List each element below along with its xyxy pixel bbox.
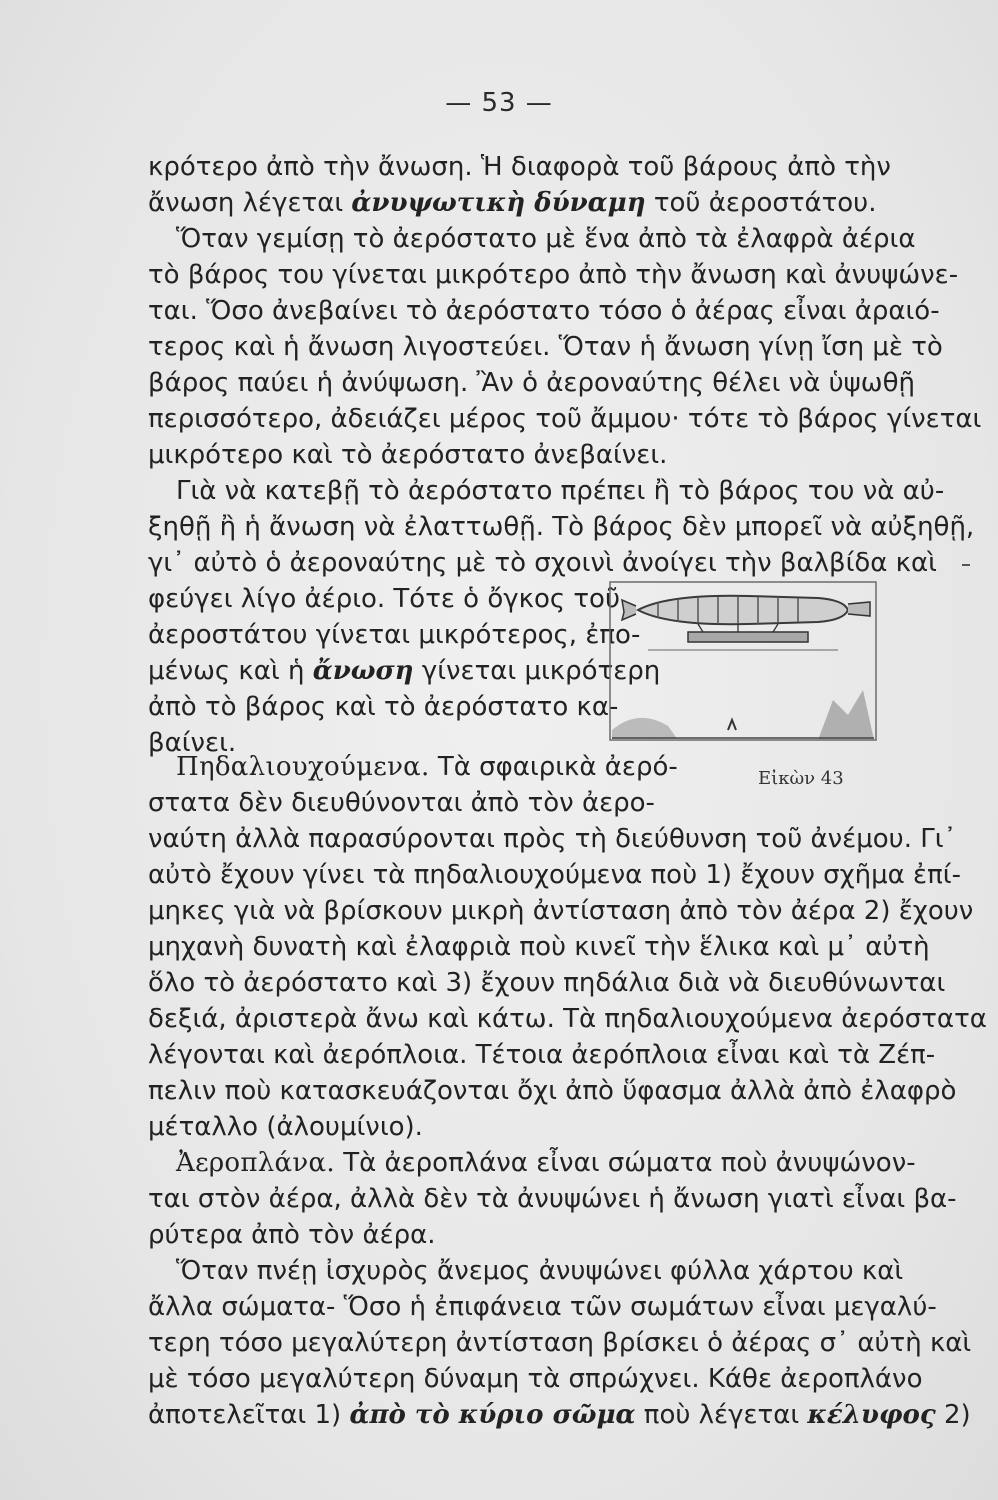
text-line-10: Γιὰ νὰ κατεβῇ τὸ ἀερόστατο πρέπει ἢ τὸ βάρος του νὰ αὐ- (176, 476, 945, 506)
text-line-1: κρότερο ἀπὸ τὴν ἄνωση. Ἡ διαφορὰ τοῦ βάρους ἀπὸ τὴν (148, 152, 891, 182)
text-line-17: βαίνει. (148, 728, 237, 758)
text-line-3: Ὅταν γεμίσῃ τὸ ἀερόστατο μὲ ἕνα ἀπὸ τὰ ἐλαφρὰ ἀέρια (176, 224, 916, 254)
term-lift-force: ἀνυψωτικὴ δύναμη (351, 188, 646, 218)
text-line-7: βάρος παύει ἡ ἀνύψωση. Ἂν ὁ ἀεροναύτης θέλει νὰ ὑψωθῇ (148, 368, 915, 398)
text-line-6: τερος καὶ ἡ ἄνωση λιγοστεύει. Ὅταν ἡ ἄνωση γίνῃ ἴση μὲ τὸ (148, 332, 943, 362)
section-heading-airplanes: Ἀεροπλάνα. (176, 1148, 335, 1178)
text-line-26: λέγονται καὶ ἀερόπλοια. Τέτοια ἀερόπλοια εἶναι καὶ τὰ Ζέπ- (148, 1040, 936, 1070)
page-number: — 53 — (445, 88, 553, 118)
text-line-4: τὸ βάρος του γίνεται μικρότερο ἀπὸ τὴν ἄνωση καὶ ἀνυψώνε- (148, 260, 959, 290)
figure-caption: Εἰκὼν 43 (758, 768, 844, 789)
term-main-body: ἀπὸ τὸ κύριο σῶμα (349, 1400, 636, 1430)
text-segment: 2) (943, 1400, 971, 1430)
text-segment: ἄνωση λέγεται (148, 188, 344, 218)
text-line-31: ρύτερα ἀπὸ τὸν ἀέρα. (148, 1220, 436, 1250)
text-line-30: ται στὸν ἀέρα, ἀλλὰ δὲν τὰ ἀνυψώνει ἡ ἄνωση γιατὶ εἶναι βα- (148, 1184, 957, 1214)
text-line-5: ται. Ὅσο ἀνεβαίνει τὸ ἀερόστατο τόσο ὁ ἀέρας εἶναι ἀραιό- (148, 296, 940, 326)
text-line-20: ναύτη ἀλλὰ παρασύρονται πρὸς τὴ διεύθυνση τοῦ ἀνέμου. Γι᾿ (148, 824, 957, 854)
text-line-19: στατα δὲν διευθύνονται ἀπὸ τὸν ἀερο- (148, 788, 655, 818)
text-line-32: Ὅταν πνέῃ ἰσχυρὸς ἄνεμος ἀνυψώνει φύλλα χάρτου καὶ (176, 1256, 904, 1286)
margin-mark (962, 564, 970, 566)
text-line-18 (176, 750, 678, 784)
text-line-14: ἀεροστάτου γίνεται μικρότερος, ἐπο- (148, 620, 641, 650)
text-line-2 (148, 186, 877, 220)
text-segment: ἀποτελεῖται 1) (148, 1400, 342, 1430)
text-segment: μένως καὶ ἡ (148, 656, 305, 686)
text-line-22: μηκες γιὰ νὰ βρίσκουν μικρὴ ἀντίσταση ἀπὸ τὸν ἀέρα 2) ἔχουν (148, 896, 974, 926)
text-line-25: δεξιά, ἀριστερὰ ἄνω καὶ κάτω. Τὰ πηδαλιουχούμενα ἀερόστατα (148, 1004, 987, 1034)
text-line-34: τερη τόσο μεγαλύτερη ἀντίσταση βρίσκει ὁ ἀέρας σ᾿ αὐτὴ καὶ (148, 1328, 972, 1358)
text-segment: τοῦ ἀεροστάτου. (653, 188, 877, 218)
text-line-9: μικρότερο καὶ τὸ ἀερόστατο ἀνεβαίνει. (148, 440, 668, 470)
text-line-35: μὲ τόσο μεγαλύτερη δύναμη τὰ σπρώχνει. Κάθε ἀεροπλάνο (148, 1364, 923, 1394)
text-line-28: μέταλλο (ἀλουμίνιο). (148, 1112, 423, 1142)
section-heading-airships: Πηδαλιουχούμενα. (176, 752, 430, 782)
text-line-21: αὐτὸ ἔχουν γίνει τὰ πηδαλιουχούμενα ποὺ 1) ἔχουν σχῆμα ἐπί- (148, 860, 961, 890)
airship-illustration (608, 580, 878, 742)
text-segment: Τὰ ἀεροπλάνα εἶναι σώματα ποὺ ἀνυψώνον- (343, 1148, 916, 1178)
text-line-15 (148, 654, 660, 688)
text-line-8: περισσότερο, ἀδειάζει μέρος τοῦ ἄμμου· τότε τὸ βάρος γίνεται (148, 404, 982, 434)
airship-icon (622, 596, 870, 650)
term-buoyancy: ἄνωση (312, 656, 414, 686)
text-line-11: ξηθῇ ἢ ἡ ἄνωση νὰ ἐλαττωθῇ. Τὸ βάρος δὲν μπορεῖ νὰ αὐξηθῇ, (148, 512, 975, 542)
text-line-23: μηχανὴ δυνατὴ καὶ ἐλαφριὰ ποὺ κινεῖ τὴν ἕλικα καὶ μ᾿ αὐτὴ (148, 932, 930, 962)
text-segment: ποὺ λέγεται (643, 1400, 800, 1430)
text-line-27: πελιν ποὺ κατασκευάζονται ὄχι ἀπὸ ὕφασμα ἀλλὰ ἀπὸ ἐλαφρὸ (148, 1076, 957, 1106)
text-line-16: ἀπὸ τὸ βάρος καὶ τὸ ἀερόστατο κα- (148, 692, 619, 722)
text-line-36 (148, 1398, 971, 1432)
term-shell: κέλυφος (807, 1400, 936, 1430)
landscape-icon (612, 690, 874, 740)
text-line-29 (176, 1146, 916, 1180)
text-segment: Τὰ σφαιρικὰ ἀερό- (437, 752, 678, 782)
text-line-13: φεύγει λίγο ἀέριο. Τότε ὁ ὄγκος τοῦ (148, 584, 621, 614)
text-segment: γίνεται μικρότερη (421, 656, 661, 686)
text-line-12: γι᾿ αὐτὸ ὁ ἀεροναύτης μὲ τὸ σχοινὶ ἀνοίγει τὴν βαλβίδα καὶ (148, 548, 937, 578)
text-line-33: ἄλλα σώματα- Ὅσο ἡ ἐπιφάνεια τῶν σωμάτων εἶναι μεγαλύ- (148, 1292, 937, 1322)
text-line-24: ὅλο τὸ ἀερόστατο καὶ 3) ἔχουν πηδάλια διὰ νὰ διευθύνωνται (148, 968, 946, 998)
